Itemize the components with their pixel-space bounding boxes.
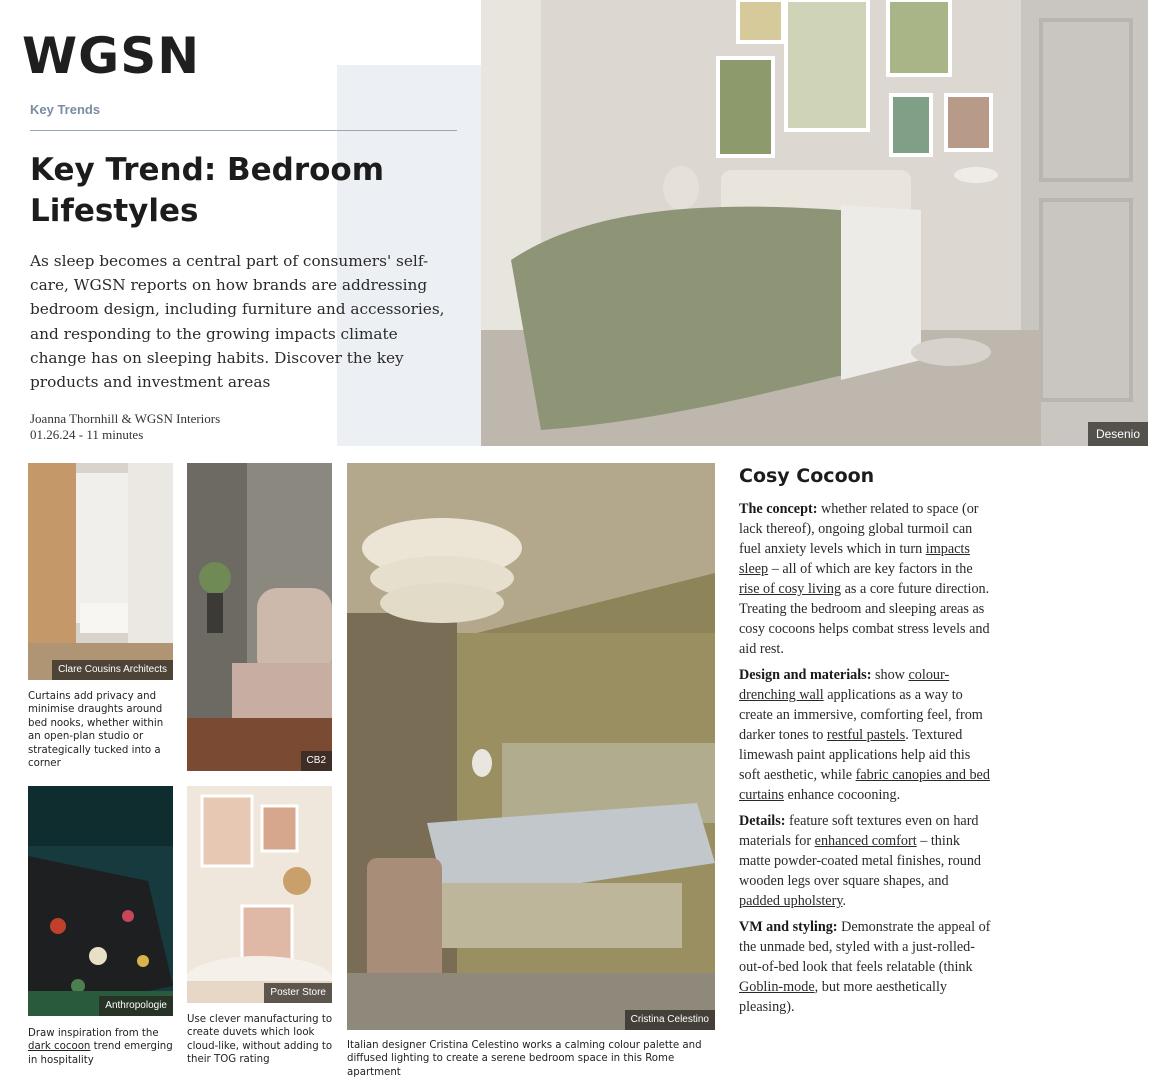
caption-dark-cocoon bbox=[28, 1027, 178, 1067]
gallery-image-rome-apartment bbox=[347, 463, 715, 1030]
gallery-image-cloud-duvet bbox=[187, 786, 332, 1003]
paragraph-label: Details: bbox=[739, 813, 786, 829]
photo-credit: Desenio bbox=[1088, 422, 1148, 446]
link-dark-cocoon[interactable]: dark cocoon bbox=[28, 1041, 91, 1053]
link-colour-drenching-wall[interactable]: colour-drenching wall bbox=[739, 667, 950, 703]
paragraph-text: . Textured limewash paint applications help aid this soft aesthetic, while bbox=[739, 727, 971, 783]
hero-bedroom-illustration bbox=[481, 0, 1148, 446]
paragraph-text: , but more aesthetically pleasing). bbox=[739, 979, 948, 1015]
link-restful-pastels[interactable]: restful pastels bbox=[826, 727, 906, 743]
paragraph-text: – think matte powder-coated metal finishes, round wooden legs over square shapes, and bbox=[739, 833, 982, 889]
caption-bed-nook: Curtains add privacy and minimise draughts around bed nooks, whether within an open-plan studio or strategically tucked into a corner bbox=[28, 691, 164, 770]
gallery-image-pink-bed bbox=[187, 463, 332, 771]
breadcrumb-key-trends[interactable]: Key Trends bbox=[30, 102, 101, 117]
paragraph-details bbox=[739, 811, 991, 911]
paragraph-vm-styling bbox=[739, 917, 991, 1017]
bed-nook-illustration bbox=[28, 463, 173, 680]
paragraph-design-materials bbox=[739, 665, 991, 805]
pink-bed-illustration bbox=[187, 463, 332, 771]
photo-credit: CB2 bbox=[301, 751, 332, 771]
author: Joanna Thornhill & WGSN Interiors bbox=[30, 411, 221, 426]
cloud-duvet-illustration bbox=[187, 786, 332, 1003]
paragraph-label: Design and materials: bbox=[739, 667, 872, 683]
intro-paragraph: As sleep becomes a central part of consumers' self-care, WGSN reports on how brands are addressing bedroom design, including furniture and accessories, and responding to the growing impacts climate change has on sleeping habits. Discover the key products and investment areas bbox=[30, 252, 445, 392]
paragraph-text: applications as a way to create an immersive, comforting feel, from darker tones to bbox=[739, 687, 983, 743]
hero-bedroom-image bbox=[481, 0, 1148, 446]
photo-credit: Poster Store bbox=[264, 983, 332, 1003]
photo-credit: Clare Cousins Architects bbox=[52, 660, 173, 680]
gallery-image-bed-nook bbox=[28, 463, 173, 680]
photo-credit: Cristina Celestino bbox=[625, 1010, 715, 1030]
photo-credit: Anthropologie bbox=[99, 996, 173, 1016]
page-title: Key Trend: Bedroom Lifestyles bbox=[30, 152, 385, 229]
paragraph-label: VM and styling: bbox=[739, 919, 838, 935]
section-heading-cosy-cocoon: Cosy Cocoon bbox=[739, 465, 875, 487]
header-divider bbox=[30, 130, 457, 131]
paragraph-text: whether related to space (or lack thereof), ongoing global turmoil can fuel anxiety levels which in turn bbox=[739, 501, 979, 557]
link-enhanced-comfort[interactable]: enhanced comfort bbox=[814, 833, 917, 849]
link-rise-of-cosy-living[interactable]: rise of cosy living bbox=[739, 581, 842, 597]
dark-cocoon-illustration bbox=[28, 786, 173, 1016]
paragraph-concept bbox=[739, 499, 991, 659]
rome-apartment-illustration bbox=[347, 463, 715, 1030]
article-body bbox=[739, 499, 991, 1023]
byline bbox=[30, 411, 220, 443]
paragraph-label: The concept: bbox=[739, 501, 818, 517]
link-padded-upholstery[interactable]: padded upholstery bbox=[739, 893, 843, 909]
wgsn-logo[interactable]: WGSN bbox=[22, 27, 201, 85]
caption-text: Draw inspiration from the bbox=[28, 1028, 159, 1039]
paragraph-text: – all of which are key factors in the bbox=[768, 561, 973, 577]
publish-date-read-time: 01.26.24 - 11 minutes bbox=[30, 427, 144, 442]
paragraph-text: Demonstrate the appeal of the unmade bed, styled with a just-rolled-out-of-bed look that feels relatable (think bbox=[739, 919, 991, 975]
caption-text: trend emerging in hospitality bbox=[28, 1041, 173, 1066]
link-fabric-canopies[interactable]: fabric canopies and bed curtains bbox=[739, 767, 990, 803]
paragraph-text: as a core future direction. Treating the bedroom and sleeping areas as cosy cocoons helps combat stress levels and aid rest. bbox=[739, 581, 990, 657]
paragraph-text: . bbox=[842, 893, 847, 909]
paragraph-text: show bbox=[871, 667, 909, 683]
link-impacts-sleep[interactable]: impacts sleep bbox=[739, 541, 970, 577]
paragraph-text: feature soft textures even on hard materials for bbox=[739, 813, 979, 849]
link-goblin-mode[interactable]: Goblin-mode bbox=[739, 979, 815, 995]
gallery-image-dark-cocoon bbox=[28, 786, 173, 1016]
caption-rome-apartment: Italian designer Cristina Celestino works a calming colour palette and diffused lighting to create a serene bedroom space in this Rome apartment bbox=[347, 1040, 702, 1078]
paragraph-text: enhance cocooning. bbox=[783, 787, 901, 803]
caption-cloud-duvet: Use clever manufacturing to create duvets which look cloud-like, without adding to their TOG rating bbox=[187, 1014, 333, 1066]
